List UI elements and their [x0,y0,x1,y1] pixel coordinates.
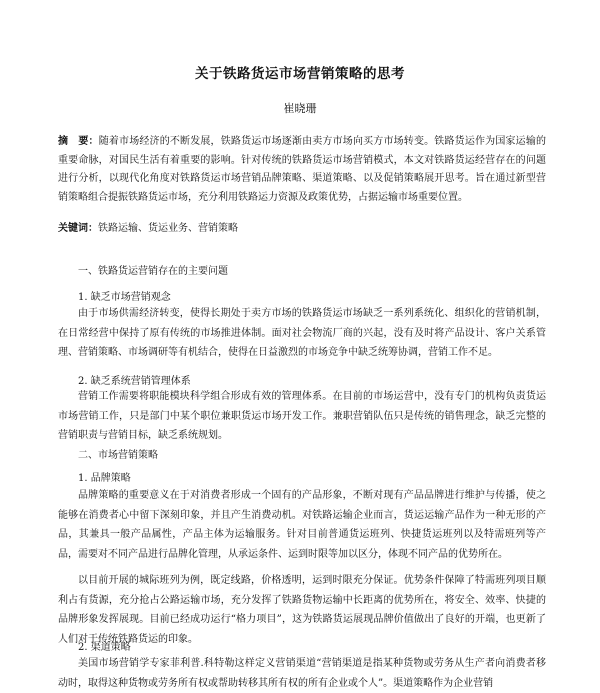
subsection-2-2-heading: 2. 渠道策略 [78,642,131,653]
keywords-label: 关键词： [58,223,98,234]
abstract-label: 摘 要： [58,136,99,147]
subsection-1-2-paragraph: 营销工作需要将职能模块科学组合形成有效的管理体系。在目前的市场运营中，没有专门的机构负责货运市场营销工作，只是部门中某个职位兼职货运市场开发工作。兼职营销队伍只是传统的销售理念，缺乏完整的营销职责与营销目标，缺乏系统规划。 [58,391,546,441]
keywords-text: 铁路运输、货运业务、营销策略 [98,223,238,234]
subsection-1-2-heading: 2. 缺乏系统营销管理体系 [78,376,191,387]
subsection-2-1-heading: 1. 品牌策略 [78,473,131,484]
subsection-2-2-paragraph: 美国市场营销学专家菲利普.科特勒这样定义营销渠道“营销渠道是指某种货物或劳务从生产者向消费者移动时，取得这种货物或劳务所有权或帮助转移其所有权的所有企业或个人”。渠道策略作为企业营销 [58,658,546,689]
section-1-heading: 一、铁路货运营销存在的主要问题 [78,266,228,277]
subsection-1-1-heading: 1. 缺乏市场营销观念 [78,292,171,303]
subsection-2-1-paragraph-a: 品牌策略的重要意义在于对消费者形成一个固有的产品形象，不断对现有产品品牌进行维护与传播，使之能够在消费者心中留下深刻印象，并且产生消费动机。对铁路运输企业而言，货运运输产品作为一种无形的产品，其兼具一般产品属性，产品主体为运输服务。针对目前普通货运班列、快捷货运班列以及特需班列等产品，需要对不同产品进行品牌化管理，从承运条件、运到时限等加以区分，体现不同产品的优势所在。 [58,490,546,560]
subsection-2-1-paragraph-b: 以目前开展的城际班列为例，既定线路，价格透明，运到时限充分保证。优势条件保障了特需班列项目顺利占有货源，充分抢占公路运输市场，充分发挥了铁路货物运输中长距离的优势所在，将安全、效率、快捷的品牌形象发挥展现。目前已经成功运行“格力项目”，这为铁路货运展现品牌价值做出了良好的开端，也更新了人们对于传统铁路货运的印象。 [58,575,546,645]
paper-title: 关于铁路货运市场营销策略的思考 [195,66,405,82]
abstract-text: 随着市场经济的不断发展，铁路货运市场逐渐由卖方市场向买方市场转变。铁路货运作为国家运输的重要命脉，对国民生活有着重要的影响。针对传统的铁路货运市场营销模式，本文对铁路货运经营存在的问题进行分析，以现代化角度对铁路货运市场营销品牌策略、渠道策略、以及促销策略展开思考。旨在通过新型营销策略组合提振铁路货运市场，充分利用铁路运力资源及政策优势，占据运输市场重要位置。 [58,136,547,203]
subsection-1-1-paragraph: 由于市场供需经济转变，使得长期处于卖方市场的铁路货运市场缺乏一系列系统化、组织化的营销机制，在日常经营中保持了原有传统的市场推进体制。面对社会物流厂商的兴起，没有及时将产品设计、客户关系管理、营销策略、市场调研等有机结合，使得在日益激烈的市场竞争中缺乏统筹协调，营销工作不足。 [58,308,546,358]
section-2-heading: 二、市场营销策略 [78,450,158,461]
keywords [58,221,546,237]
abstract [58,133,546,207]
author-name: 崔晓珊 [283,102,317,115]
